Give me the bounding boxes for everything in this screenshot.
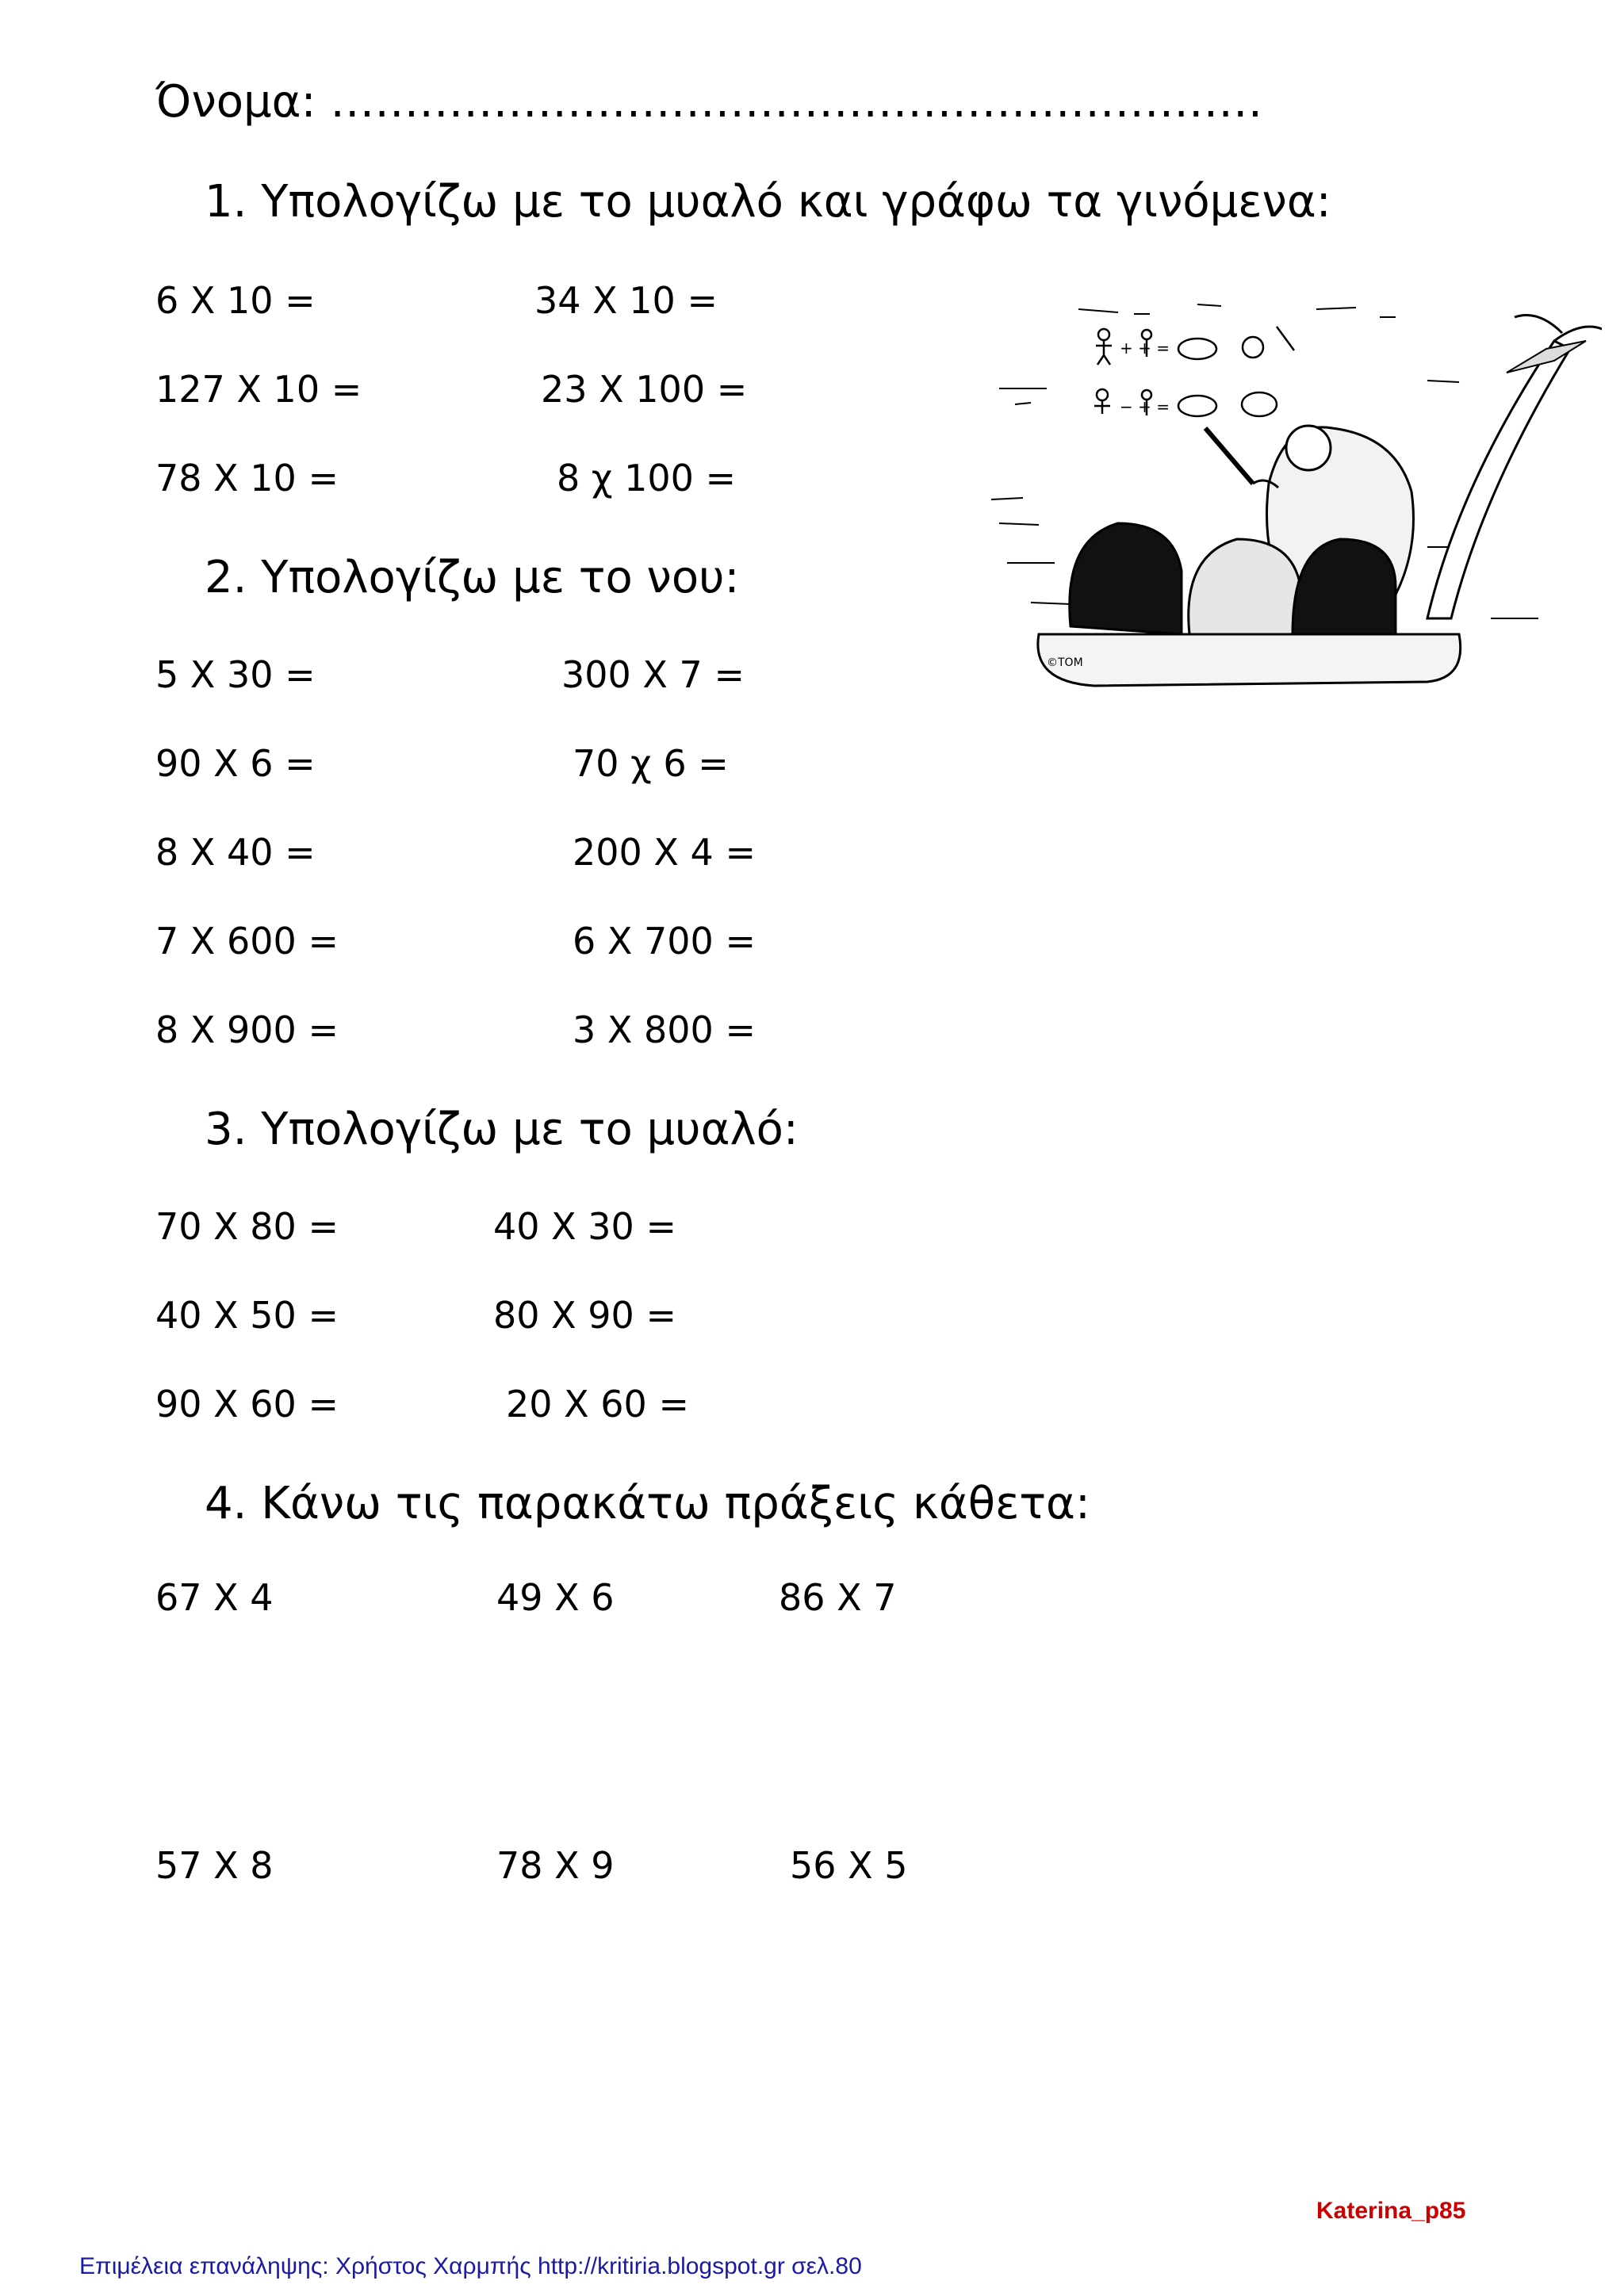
palm-tree [1427, 316, 1602, 619]
exercise-item: 127 X 10 = [155, 368, 362, 411]
section-1-title: 1. Υπολογίζω με το μυαλό και γράφω τα γινόμενα: [205, 176, 1331, 228]
exercise-item: 78 X 10 = [155, 457, 339, 499]
exercise-item: 90 X 60 = [155, 1383, 339, 1425]
exercise-item: 56 X 5 [790, 1844, 908, 1887]
exercise-item: 90 X 6 = [155, 742, 316, 785]
exercise-item: 5 X 30 = [155, 653, 316, 696]
exercise-item: 67 X 4 [155, 1576, 274, 1619]
exercise-item: 70 χ 6 = [573, 742, 729, 785]
exercise-item: 23 X 100 = [541, 368, 748, 411]
chalk-equation-2: − + = [1120, 397, 1170, 416]
credit-tag: Katerina_p85 [1316, 2198, 1466, 2224]
exercise-item: 20 X 60 = [506, 1383, 689, 1425]
footer-credit: Επιμέλεια επανάληψης: Χρήστος Χαρμπής http://kritiria.blogspot.gr σελ.80 [79, 2253, 862, 2279]
exercise-item: 7 X 600 = [155, 920, 339, 962]
exercise-item: 70 X 80 = [155, 1205, 339, 1248]
exercise-item: 3 X 800 = [573, 1008, 756, 1051]
exercise-item: 8 χ 100 = [557, 457, 737, 499]
student-cavemen [1070, 523, 1396, 634]
exercise-item: 49 X 6 [496, 1576, 615, 1619]
exercise-item: 40 X 50 = [155, 1294, 339, 1337]
cartoonist-signature: ©TOM [1047, 656, 1083, 669]
exercise-item: 8 X 900 = [155, 1008, 339, 1051]
caveman-math-cartoon [983, 285, 1602, 698]
stone-bench [1038, 634, 1461, 686]
pointer-stick [1205, 428, 1253, 484]
section-3-title: 3. Υπολογίζω με το μυαλό: [205, 1104, 799, 1155]
name-field-label: Όνομα: ……………………………………………………… [155, 76, 1263, 128]
exercise-item: 78 X 9 [496, 1844, 615, 1887]
exercise-item: 57 X 8 [155, 1844, 274, 1887]
exercise-item: 200 X 4 = [573, 831, 756, 874]
exercise-item: 80 X 90 = [493, 1294, 676, 1337]
section-2-title: 2. Υπολογίζω με το νου: [205, 552, 740, 603]
exercise-item: 6 X 700 = [573, 920, 756, 962]
section-4-title: 4. Κάνω τις παρακάτω πράξεις κάθετα: [205, 1478, 1090, 1529]
exercise-item: 8 X 40 = [155, 831, 316, 874]
exercise-item: 34 X 10 = [534, 279, 718, 322]
exercise-item: 6 X 10 = [155, 279, 316, 322]
exercise-item: 40 X 30 = [493, 1205, 676, 1248]
chalk-equation-1: + + = [1120, 339, 1170, 358]
exercise-item: 300 X 7 = [561, 653, 745, 696]
exercise-item: 86 X 7 [779, 1576, 897, 1619]
